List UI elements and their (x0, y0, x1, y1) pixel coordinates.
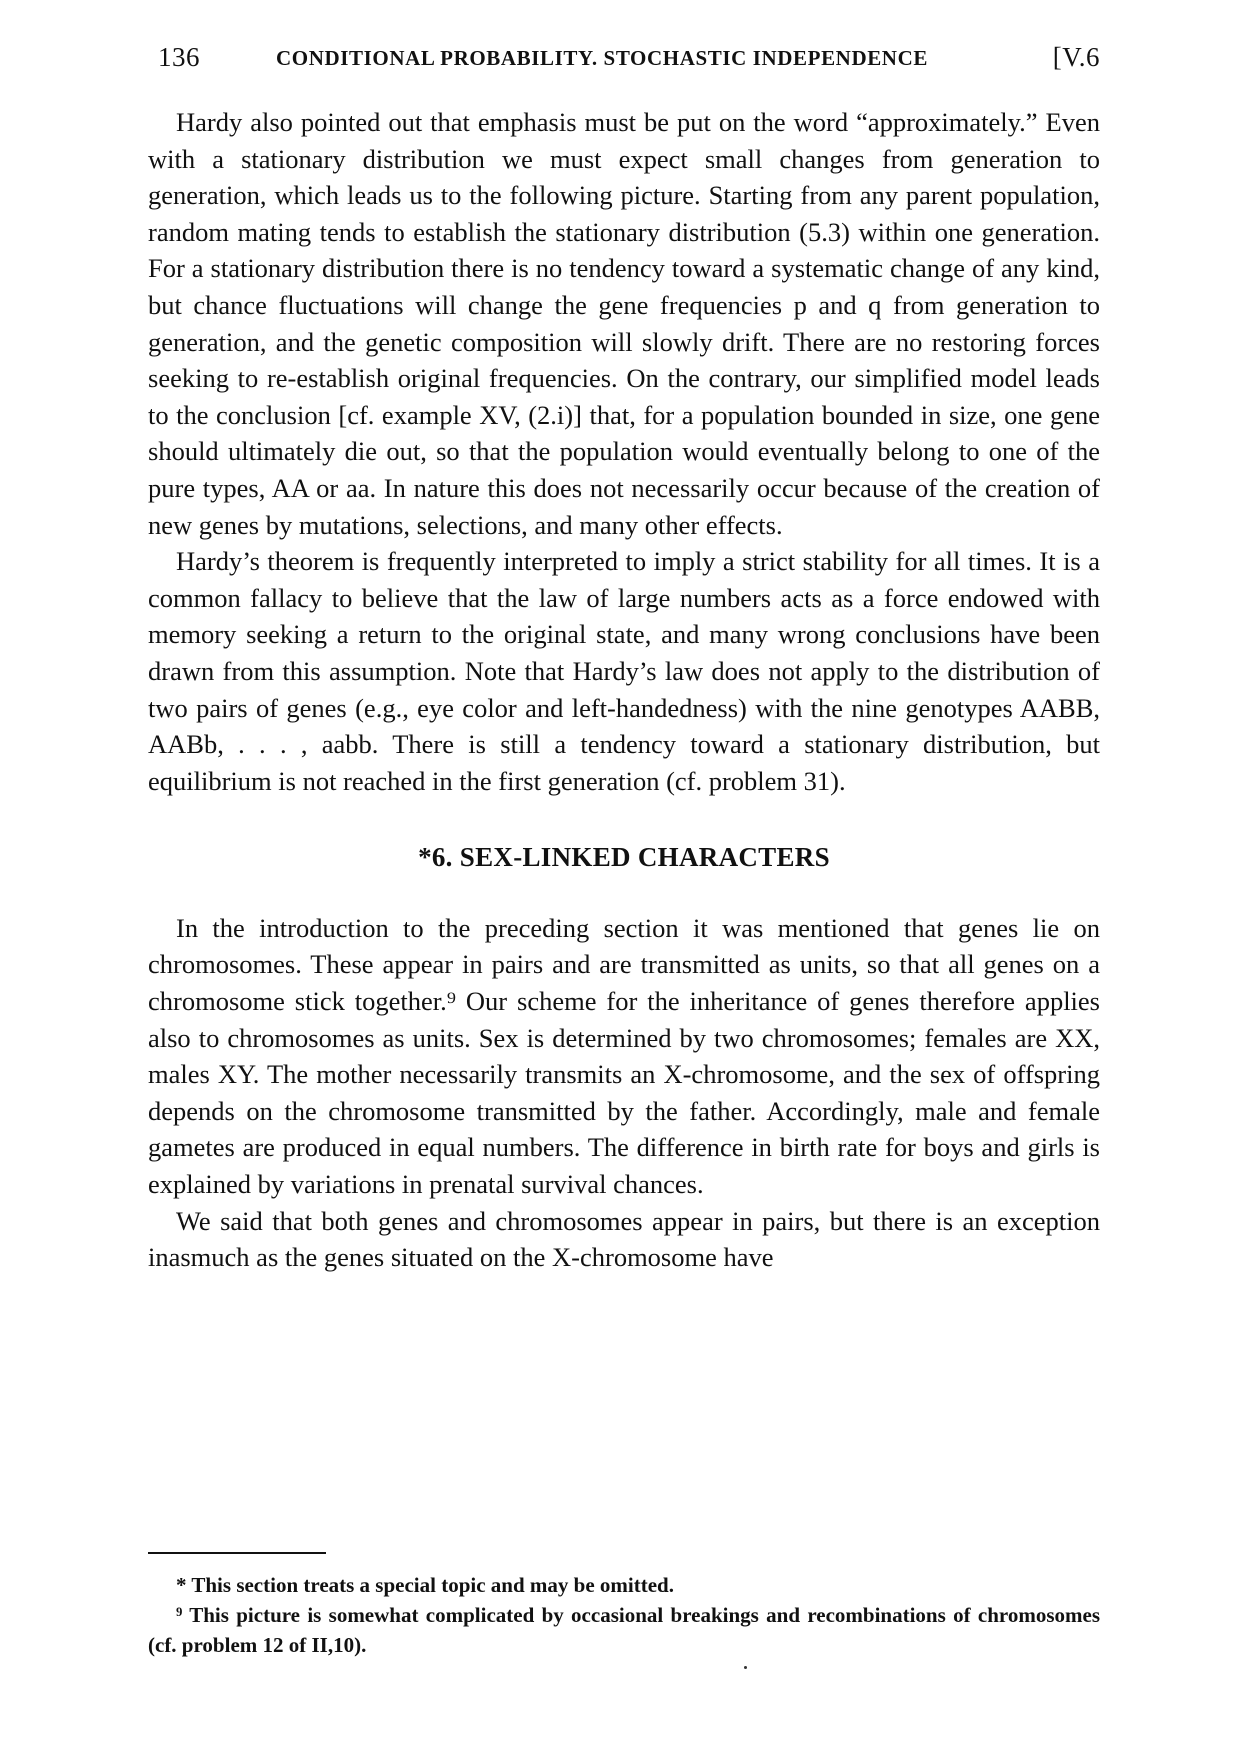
paragraph-hardy-theorem: Hardy’s theorem is frequently interpreted to imply a strict stability for all times. It is a common fallacy to believe that the law of large numbers acts as a force endowed with memory seeking a return to the original state, and many wrong conclusions have been drawn from this assumption. Note that Hardy’s law does not apply to the distribution of two pairs of genes (e.g., eye color and left-handedness) with the nine genotypes AABB, AABb, . . . , aabb. There is still a tendency toward a stationary distribution, but equilibrium is not reached in the first generation (cf. problem 31). (148, 546, 1100, 796)
section-reference: [V.6 (1052, 42, 1100, 72)
footnote-9: ⁹ This picture is somewhat complicated by occasional breakings and recombinations of chromosomes (cf. problem 12 of II,10). (148, 1603, 1100, 1657)
footnote-rule (148, 1552, 326, 1554)
paragraph-hardy-approximately: Hardy also pointed out that emphasis must be put on the word “approximately.” Even with a stationary distribution we must expect small changes from generation to generation, which leads us to the following picture. Starting from any parent population, random mating tends to establish the stationary distribution (5.3) within one generation. For a stationary distribution there is no tendency toward a systematic change of any kind, but chance fluctuations will change the gene frequencies p and q from generation to generation, and the genetic composition will slowly drift. There are no restoring forces seeking to re-establish original frequencies. On the contrary, our simplified model leads to the conclusion [cf. example XV, (2.i)] that, for a population bounded in size, one gene should ultimately die out, so that the population would eventually belong to one of the pure types, AA or aa. In nature this does not necessarily occur because of the creation of new genes by mutations, selections, and many other effects. (148, 107, 1100, 540)
paragraph-x-chromosome: We said that both genes and chromosomes appear in pairs, but there is an exception inasmuch as the genes situated on the X-chromosome have (148, 1205, 1100, 1273)
footnote-star: * This section treats a special topic and may be omitted. (176, 1573, 674, 1597)
paragraph-chromosomes: In the introduction to the preceding section it was mentioned that genes lie on chromosomes. These appear in pairs and are transmitted as units, so that all genes on a chromosome stick together.⁹ Our scheme for the inheritance of genes therefore applies also to chromosomes as units. Sex is determined by two chromosomes; females are XX, males XY. The mother necessarily transmits an X-chromosome, and the sex of offspring depends on the chromosome transmitted by the father. Accordingly, male and female gametes are produced in equal numbers. The difference in birth rate for boys and girls is explained by variations in prenatal survival chances. (148, 912, 1100, 1200)
section-heading: *6. SEX-LINKED CHARACTERS (418, 842, 830, 873)
page-number: 136 (158, 42, 200, 72)
footnotes (148, 1552, 1100, 1660)
book-page (148, 40, 1100, 1276)
running-title: CONDITIONAL PROBABILITY. STOCHASTIC INDEPENDENCE (276, 46, 928, 70)
print-speck (744, 1666, 747, 1669)
body-text (148, 104, 1100, 1276)
running-head (148, 40, 1100, 84)
